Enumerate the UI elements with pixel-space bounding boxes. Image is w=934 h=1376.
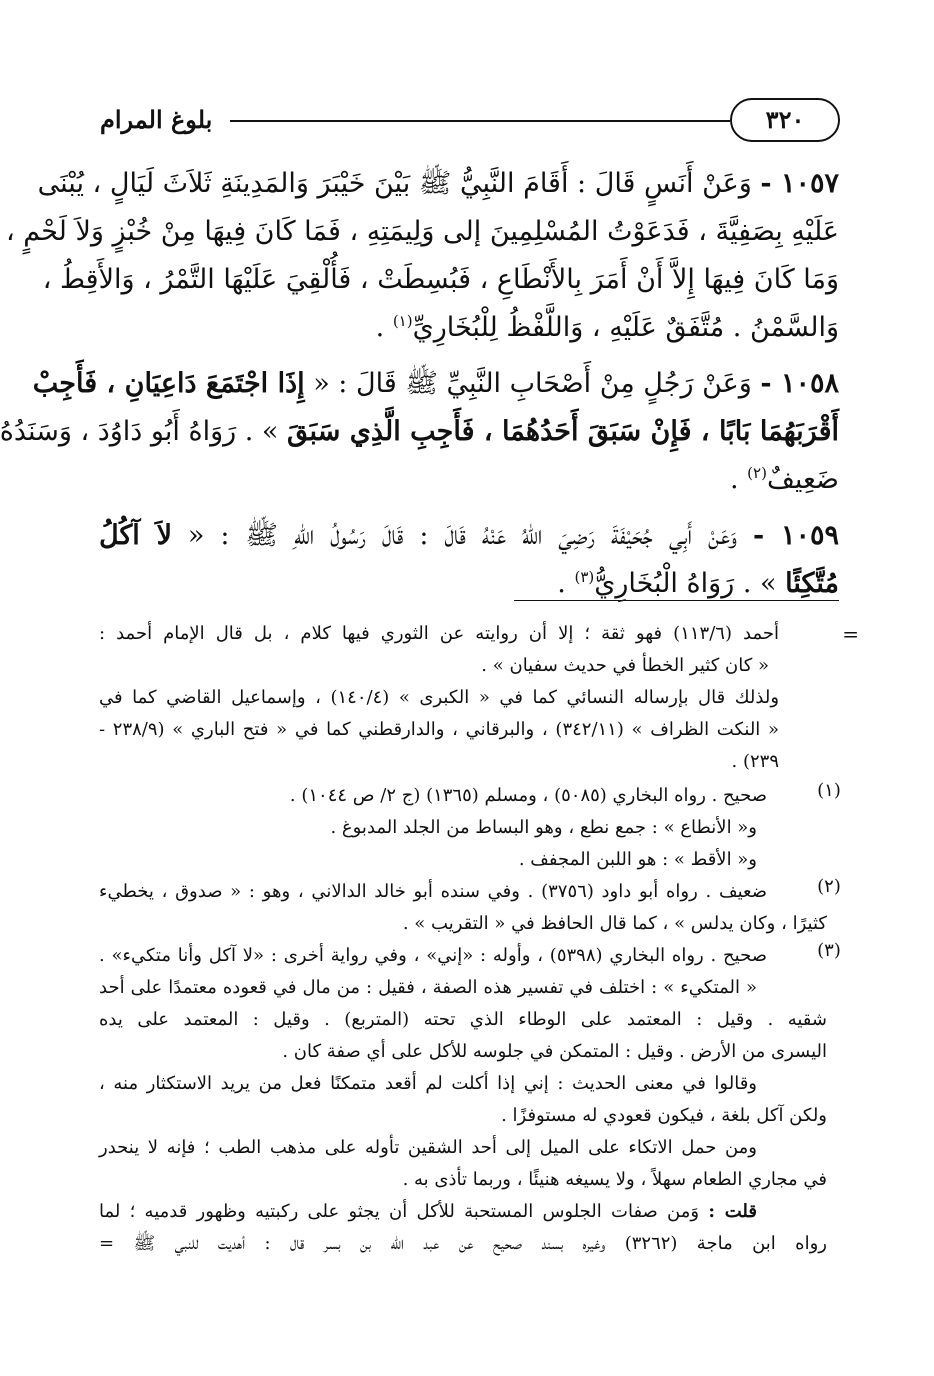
hadith-line: عَلَيْهِ بِصَفِيَّةَ ، فَدَعَوْتُ المُسْلِمِينَ إلى وَلِيمَتِهِ ، فَمَا كَانَ فِيهَا مِنْ خُبْزٍ وَلاَ لَحْمٍ ، <box>5 216 839 247</box>
footnote-line: ولكن آكل بلغة ، فيكون قعودي له مستوفزًا . <box>501 1105 827 1126</box>
footnote-marker: (٢) <box>817 876 841 897</box>
footnote-line: رواه ابن ماجة (٣٢٦٢) وغيره بسند صحيح عن عبد الله بن بسر قال : أهديت للنبي ﷺ = <box>99 1233 827 1254</box>
hadith-line: ١٠٥٨ - وَعَنْ رَجُلٍ مِنْ أَصْحَابِ النَّبِيِّ ﷺ قَالَ : « إِذَا اجْتَمَعَ دَاعِيَانِ ، فَأَجِبْ <box>32 368 839 399</box>
hadith-line: أَقْرَبَهُمَا بَابًا ، فَإِنْ سَبَقَ أَحَدُهُمَا ، فَأَجِبِ الَّذِي سَبَقَ » . رَوَاهُ أَبُو دَاوُدَ ، وَسَنَدُهُ <box>0 416 839 447</box>
footnote-line: ضعيف . رواه أبو داود (٣٧٥٦) . وفي سنده أبو خالد الدالاني ، وهو : « صدوق ، يخطيء <box>99 881 767 902</box>
footnotes <box>99 618 859 1260</box>
footnote-line: و« الأقط » : هو اللبن المجفف . <box>518 849 757 870</box>
footnote-line: صحيح . رواه البخاري (٥٣٩٨) ، وأوله : «إني» ، وفي رواية أخرى : «لا آكل وأنا متكيء» . <box>99 945 768 966</box>
footnote-1 <box>99 780 839 876</box>
hadith-number: ١٠٥٧ - <box>760 168 839 199</box>
footnote-ref: (١) <box>392 312 413 330</box>
footnote-line: صحيح . رواه البخاري (٥٠٨٥) ، ومسلم (١٣٦٥) (ج ٢/ ص ١٠٤٤) . <box>289 785 767 806</box>
footnote-ref: (٣) <box>574 568 595 586</box>
running-title: بلوغ المرام <box>100 105 213 134</box>
footnote-line: أحمد (١١٣/٦) فهو ثقة ؛ إلا أن روايته عن الثوري فيها كلام ، بل قال الإمام أحمد : <box>99 623 779 644</box>
footnote-ref: (٢) <box>747 464 767 482</box>
footnote-line: وقالوا في معنى الحديث : إني إذا أكلت لم أقعد متمكنًا فعل من يريد الاستكثار منه ، <box>99 1073 757 1094</box>
prophetic-text: مُتَّكِئًا <box>785 568 839 599</box>
footnote-line: ومن حمل الاتكاء على الميل إلى أحد الشقين تأوله على مذهب الطب ؛ فإنه لا ينحدر <box>99 1137 757 1158</box>
footnote-line: ٢٣٩) . <box>731 751 779 772</box>
footnote-continuation <box>99 618 859 778</box>
hadith-number: ١٠٥٩ - <box>753 520 839 551</box>
page-header <box>100 92 840 152</box>
hadith-1057 <box>5 160 839 352</box>
footnote-line: اليسرى من الأرض . وقيل : المتمكن في جلوسه للأكل على أي صفة كان . <box>282 1041 827 1062</box>
footnote-line: شقيه . وقيل : المعتمد على الوطاء الذي تحته (المتربع) . وقيل : المعتمد على يده <box>99 1009 827 1030</box>
footnote-3 <box>99 940 839 1260</box>
footnote-line: في مجاري الطعام سهلاً ، ولا يسيغه هنيئًا ، وربما تأذى به . <box>402 1169 827 1190</box>
continuation-mark: = <box>842 622 859 646</box>
footnote-marker: (١) <box>817 780 841 801</box>
prophetic-text: أَقْرَبَهُمَا بَابًا ، فَإِنْ سَبَقَ أَحَدُهُمَا ، فَأَجِبِ الَّذِي سَبَقَ <box>287 416 839 447</box>
qultu-label: قلت : <box>708 1201 757 1222</box>
footnote-marker: (٣) <box>817 940 841 961</box>
prophetic-text: إِذَا اجْتَمَعَ دَاعِيَانِ ، فَأَجِبْ <box>32 368 305 399</box>
hadith-line: وَمَا كَانَ فِيهَا إِلاَّ أَنْ أَمَرَ بِالأَنْطَاعِ ، فَبُسِطَتْ ، فَأُلْقِيَ عَلَيْهَا التَّمْرُ ، وَالأَقِطُ ، <box>42 264 839 295</box>
footnote-line: كثيرًا ، وكان يدلس » ، كما قال الحافظ في « التقريب » . <box>402 913 827 934</box>
footnote-line: « كان كثير الخطأ في حديث سفيان » . <box>481 655 769 676</box>
hadith-1058 <box>0 360 839 504</box>
hadith-line: ١٠٥٧ - وَعَنْ أَنَسٍ قَالَ : أَقَامَ النَّبِيُّ ﷺ بَيْنَ خَيْبَرَ وَالمَدِينَةِ ثَلاَثَ لَيَالٍ ، يُبْنَى <box>37 168 839 199</box>
footnote-line: و« الأنطاع » : جمع نطع ، وهو البساط من الجلد المدبوغ . <box>330 817 757 838</box>
footnote-line: ولذلك قال بإرساله النسائي كما في « الكبرى » (١٤٠/٤) ، وإسماعيل القاضي كما في <box>99 687 780 708</box>
footnote-line: « النكت الظراف » (٣٤٢/١١) ، والبرقاني ، والدارقطني كما في « فتح الباري » (٢٣٨/٩ - <box>99 719 780 740</box>
header-rule <box>230 120 730 122</box>
hadith-line: ضَعِيفٌ$^{(٢)}$ . <box>729 464 839 495</box>
hadith-line: مُتَّكِئًا » . رَوَاهُ الْبُخَارِيُّ$^{(٣)}$ . <box>557 568 839 599</box>
footnote-line: « المتكيء » : اختلف في تفسير هذه الصفة ، فقيل : من مال في قعوده معتمدًا على أحد <box>99 977 757 998</box>
footnote-separator <box>514 600 839 601</box>
hadith-line: وَالسَّمْنُ . مُتَّفَقٌ عَلَيْهِ ، وَاللَّفْظُ لِلْبُخَارِيِّ$^{(١)}$ . <box>375 312 839 343</box>
footnote-line: قلت : وَمن صفات الجلوس المستحبة للأكل أن يجثو على ركبتيه وظهور قدميه ؛ لما <box>99 1201 757 1222</box>
page-number: ٣٢٠ <box>730 98 840 142</box>
footnote-2 <box>99 876 839 940</box>
hadith-1059 <box>99 512 839 608</box>
main-text <box>0 160 839 616</box>
hadith-number: ١٠٥٨ - <box>760 368 839 399</box>
hadith-line: ١٠٥٩ - وَعَنْ أَبِي جُحَيْفَةَ رَضِيَ اللهُ عَنْهُ قَالَ : قَالَ رَسُولُ اللهِ ﷺ : « لاَ آكُلُ <box>99 520 839 551</box>
prophetic-text: لاَ آكُلُ <box>99 520 172 551</box>
